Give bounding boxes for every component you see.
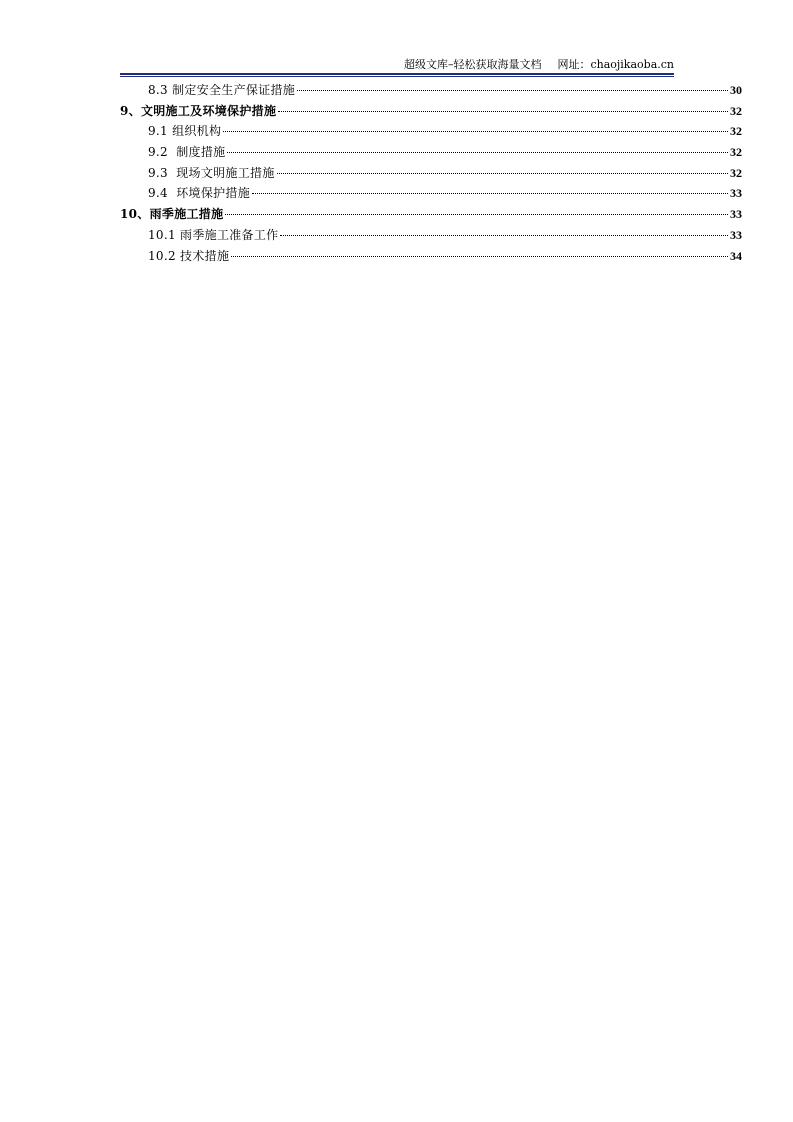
toc-entry-number: 9.4	[148, 186, 168, 201]
toc-page-number: 33	[730, 186, 742, 201]
toc-entry-10-1[interactable]	[120, 225, 742, 246]
toc-dot-leader	[252, 193, 728, 194]
toc-entry-number: 10.1	[148, 227, 176, 242]
toc-page-number: 32	[730, 145, 742, 160]
toc-dot-leader	[231, 256, 728, 257]
toc-dot-leader	[278, 111, 728, 112]
toc-dot-leader	[280, 235, 728, 236]
toc-entry-number: 9.3	[148, 165, 168, 180]
toc-entry-9-3[interactable]	[120, 163, 742, 184]
toc-entry-title	[148, 80, 295, 101]
toc-dot-leader	[277, 173, 728, 174]
table-of-contents	[120, 80, 742, 266]
toc-page-number: 32	[730, 124, 742, 139]
header-website-text: 网址：chaojikaoba.cn	[557, 58, 674, 71]
toc-entry-title	[148, 121, 221, 142]
header-text	[404, 58, 674, 72]
toc-entry-8-3[interactable]	[120, 80, 742, 101]
toc-entry-number: 9.1	[148, 124, 168, 139]
toc-entry-title	[148, 225, 278, 246]
toc-entry-text: 组织机构	[172, 124, 222, 139]
toc-entry-title	[148, 183, 250, 204]
toc-entry-title	[120, 101, 276, 122]
toc-entry-9[interactable]	[120, 101, 742, 122]
toc-page-number: 30	[730, 83, 742, 97]
toc-entry-number: 10.2	[148, 248, 176, 263]
toc-page-number: 33	[730, 207, 742, 222]
toc-entry-text: 文明施工及环境保护措施	[140, 103, 277, 118]
toc-page-number: 32	[730, 103, 742, 118]
toc-dot-leader	[227, 152, 728, 153]
header-rule-thick	[120, 73, 674, 75]
toc-entry-title	[148, 142, 225, 163]
toc-entry-number: 8.3	[148, 83, 168, 97]
toc-entry-text: 制定安全生产保证措施	[172, 83, 296, 97]
toc-dot-leader	[223, 131, 728, 132]
toc-dot-leader	[225, 214, 728, 215]
toc-entry-9-1[interactable]	[120, 121, 742, 142]
toc-entry-number: 9、	[120, 103, 141, 118]
toc-dot-leader	[297, 90, 728, 91]
toc-entry-10[interactable]	[120, 204, 742, 225]
toc-page-number: 34	[730, 248, 742, 263]
toc-entry-number: 10、	[120, 207, 150, 222]
toc-page-number: 33	[730, 227, 742, 242]
toc-entry-title	[148, 246, 229, 267]
toc-entry-text: 环境保护措施	[176, 186, 251, 201]
toc-entry-10-2[interactable]	[120, 246, 742, 267]
toc-page-number: 32	[730, 165, 742, 180]
page-header	[120, 58, 674, 74]
toc-entry-text: 制度措施	[176, 145, 226, 160]
toc-entry-9-2[interactable]	[120, 142, 742, 163]
toc-entry-title	[120, 204, 223, 225]
toc-entry-text: 现场文明施工措施	[176, 165, 275, 180]
toc-entry-number: 9.2	[148, 145, 168, 160]
header-library-text: 超级文库–轻松获取海量文档	[403, 58, 542, 71]
toc-entry-text: 技术措施	[180, 248, 230, 263]
header-rule-thin	[120, 76, 674, 77]
toc-entry-title	[148, 163, 275, 184]
toc-entry-9-4[interactable]	[120, 183, 742, 204]
toc-entry-text: 雨季施工措施	[149, 207, 224, 222]
toc-entry-text: 雨季施工准备工作	[180, 227, 279, 242]
